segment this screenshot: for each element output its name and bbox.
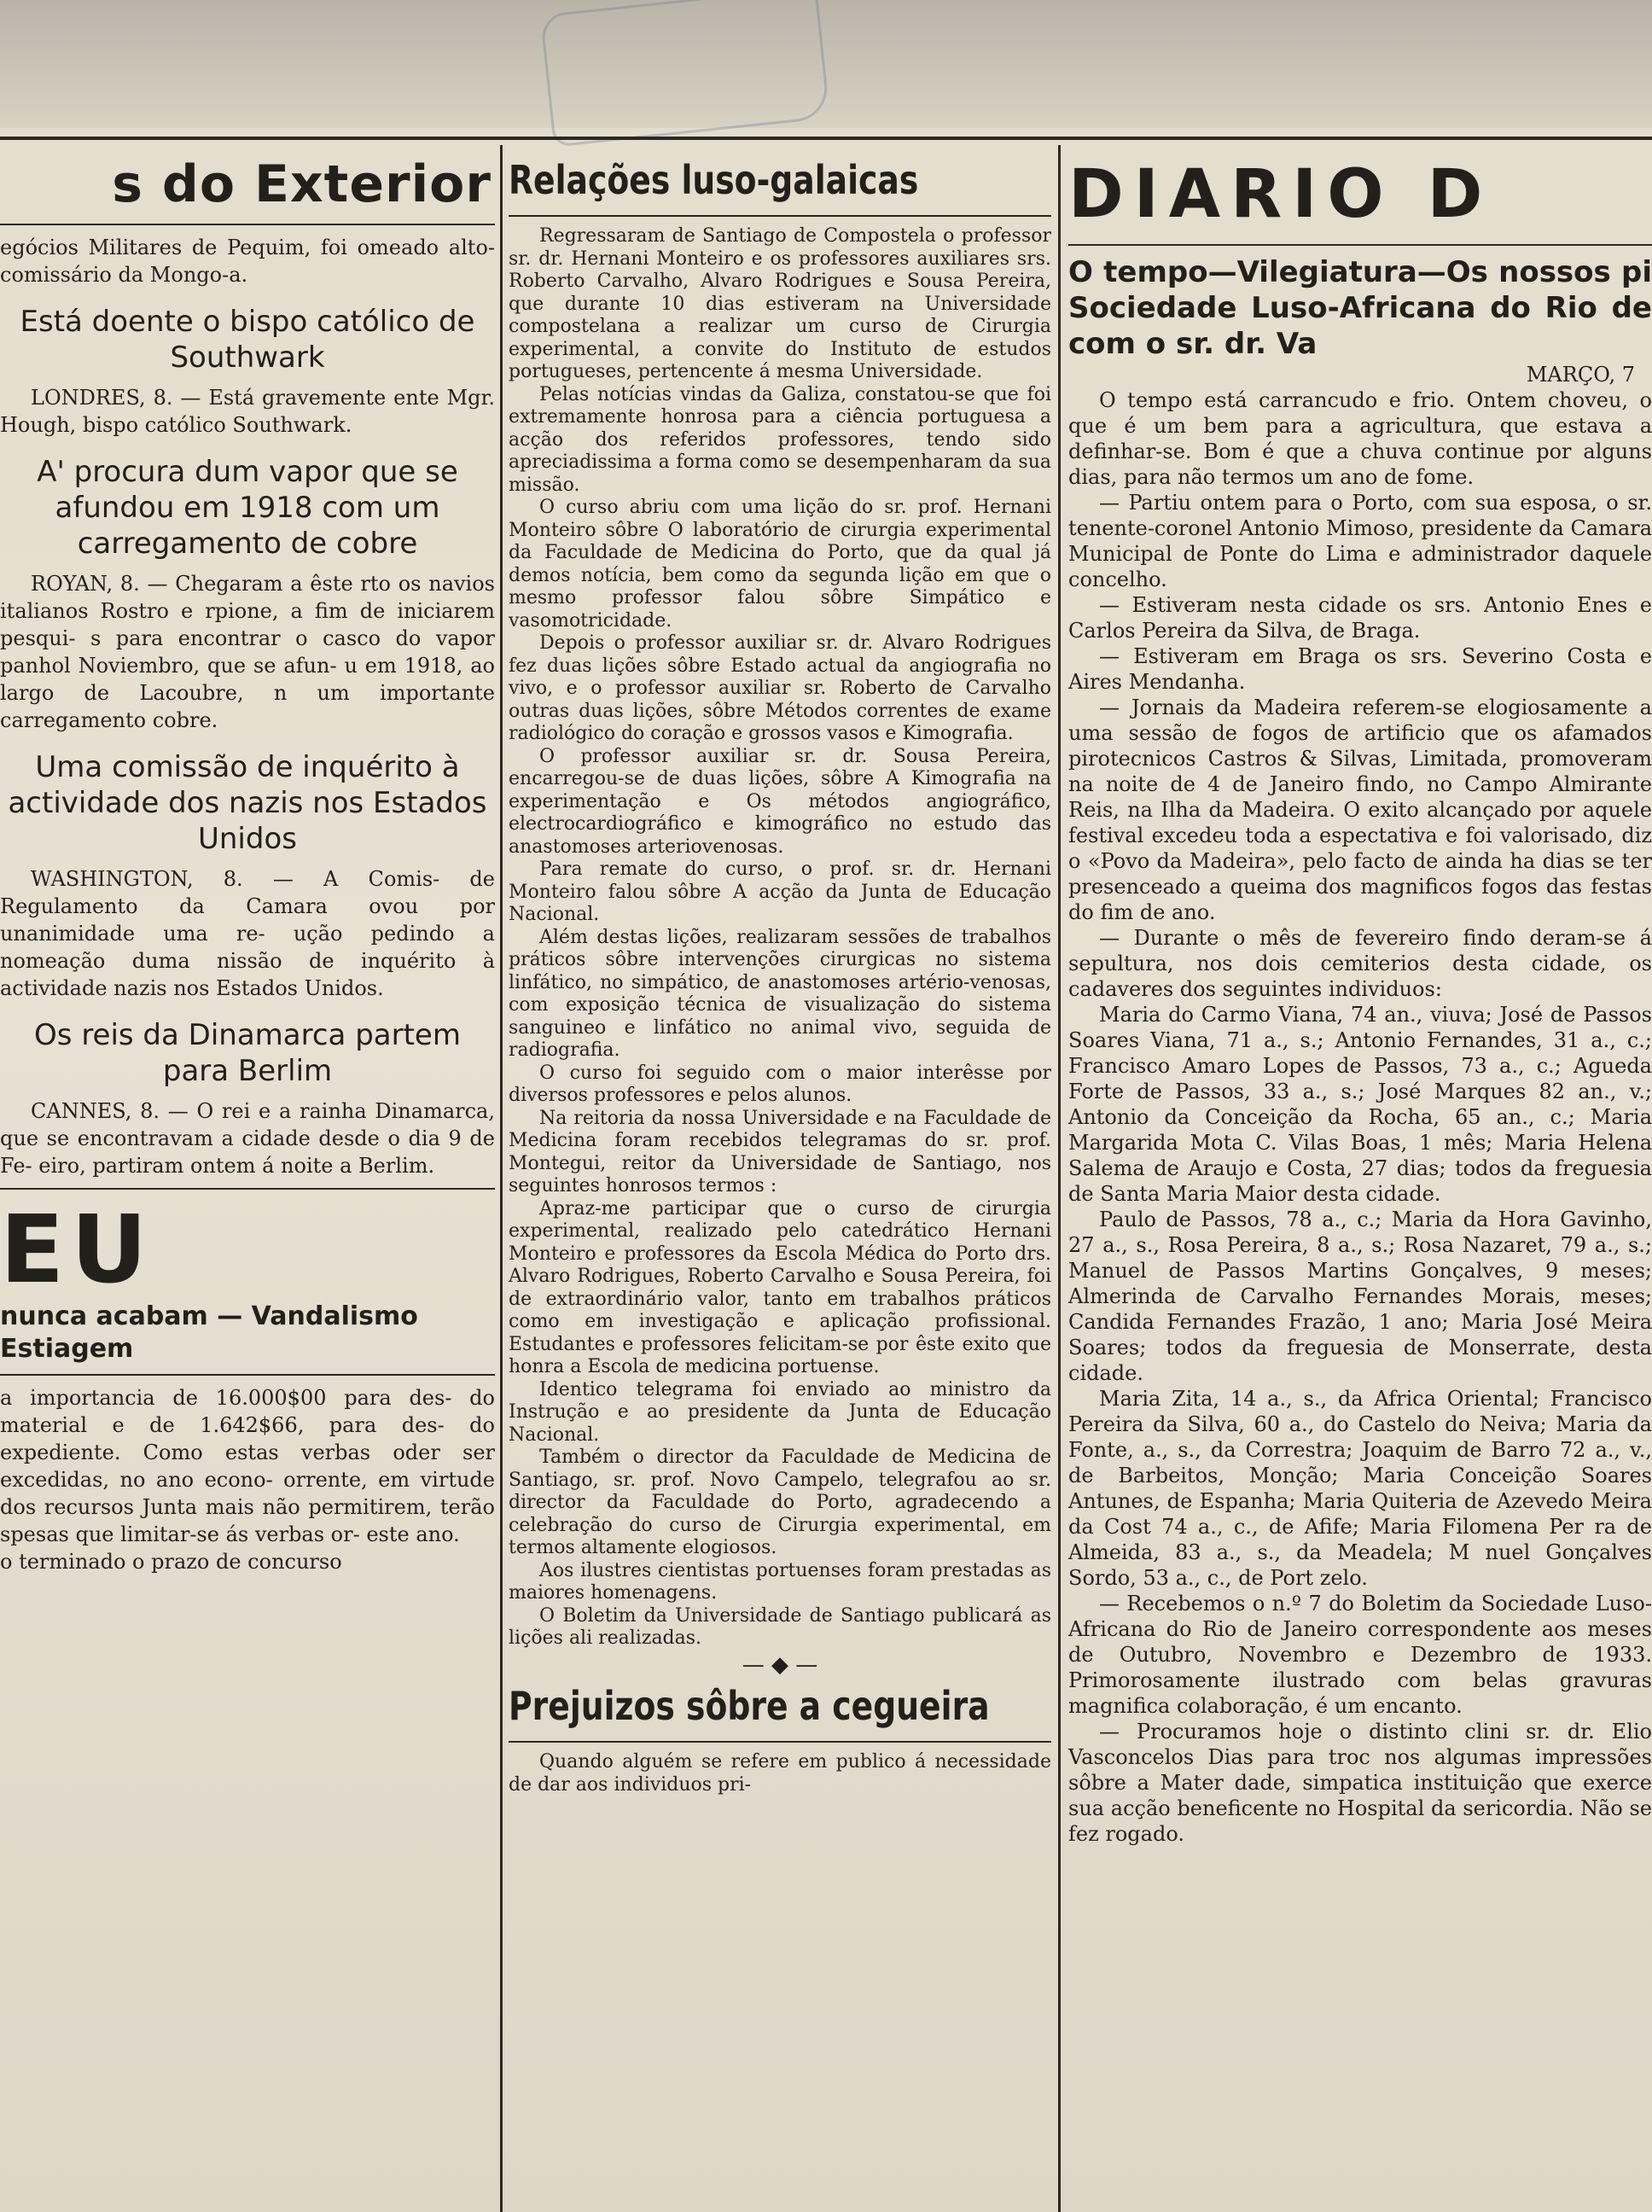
paragraph: Na reitoria da nossa Universidade e na Faculdade de Medicina foram recebidos telegramas do sr. prof. Montegui, reitor da Universidade de Santiago, nos seguintes honrosos termos : xyxy=(509,1107,1051,1196)
paragraph: Maria Zita, 14 a., s., da Africa Oriental; Francisco Pereira da Silva, 60 a., do Castelo do Neiva; Maria da Fonte, a., s., da Correstra; Joaquim de Barro 72 a., v., de Barbeitos, Monção; Maria Conceição Soares Antunes, de Espanha; Maria Quiteria de Azevedo Meira da Cost 74 a., c., de Afife; Maria Filomena Per ra de Almeida, 83 a., s., da Meadela; M nuel Gonçalves Sordo, 53 a., c., de Port zelo. xyxy=(1068,1387,1652,1590)
paragraph: — Procuramos hoje o distinto clini sr. dr. Elio Vasconcelos Dias para troc nos algumas impressões sôbre a Mater dade, simpatica instituição que exerce sua acção beneficente no Hospital da sericordia. Não se fez rogado. xyxy=(1068,1720,1652,1846)
paragraph: — Jornais da Madeira referem-se elogiosamente a uma sessão de fogos de artificio que os afamados pirotecnicos Castros & Silvas, Limitada, promoveram na noite de 4 de Janeiro findo, no Campo Almirante Reis, na Ilha da Madeira. O exito alcançado por aquele festival excedeu toda a espectativa e foi valorisado, diz o «Povo da Madeira», pelo facto de ainda ha dias se ter presenceado a queima dos magnificos fogos das festas do fim de ano. xyxy=(1068,696,1652,924)
divider xyxy=(0,1188,495,1190)
divider xyxy=(0,224,495,225)
dateline: MARÇO, 7 xyxy=(1526,363,1635,387)
paragraph: LONDRES, 8. — Está gravemente ente Mgr. Hough, bispo católico Southwark. xyxy=(0,386,495,437)
subheadline: Estiagem xyxy=(0,1334,134,1364)
column-luso-galaicas xyxy=(509,154,1051,1796)
ornament: — ◆ — xyxy=(742,1651,818,1678)
divider xyxy=(0,1374,495,1376)
paragraph: Para remate do curso, o prof. sr. dr. Hernani Monteiro falou sôbre A acção da Junta de Educação Nacional. xyxy=(509,859,1051,925)
section-title: Prejuizos sôbre a cegueira xyxy=(509,1683,990,1729)
paragraph: O curso foi seguido com o maior interêsse por diversos professores e pelos alunos. xyxy=(509,1062,1051,1106)
paragraph: — Estiveram nesta cidade os srs. Antonio Enes e Carlos Pereira da Silva, de Braga. xyxy=(1068,593,1652,643)
headline: Os reis da Dinamarca partem para Berlim xyxy=(34,1018,461,1088)
paragraph: Depois o professor auxiliar sr. dr. Alvaro Rodrigues fez duas lições sôbre Estado actual da angiografia no vivo, e o professor auxiliar sr. Roberto de Carvalho outras duas lições, sôbre Métodos correntes de exame radiológico do coração e grossos vasos e Kimografia. xyxy=(509,632,1051,744)
article-body xyxy=(509,225,1051,1650)
paragraph: O curso abriu com uma lição do sr. prof. Hernani Monteiro sôbre O laboratório de cirurgia experimental da Faculdade de Medicina do Porto, que da qual já demos notícia, bem como da segunda lição em que o mesmo professor falou sôbre Simpático e vasomotricidade. xyxy=(509,497,1051,632)
paragraph: — Partiu ontem para o Porto, com sua esposa, o sr. tenente-coronel Antonio Mimoso, presidente da Camara Municipal de Ponte do Lima e administrador daquele concelho. xyxy=(1068,491,1652,591)
paragraph: — Estiveram em Braga os srs. Severino Costa e Aires Mendanha. xyxy=(1068,644,1652,694)
header-rule xyxy=(0,137,1652,140)
divider xyxy=(509,1741,1051,1743)
headline: Uma comissão de inquérito à actividade dos nazis nos Estados Unidos xyxy=(8,750,487,856)
paragraph: — Recebemos o n.º 7 do Boletim da Sociedade Luso-Africana do Rio de Janeiro correspondente aos meses de Outubro, Novembro e Dezembro de 1933. Primorosamente ilustrado com belas gravuras magnifica colaboração, é um encanto. xyxy=(1068,1592,1652,1718)
column-diario xyxy=(1068,154,1652,1847)
paragraph: Também o director da Faculdade de Medicina de Santiago, sr. prof. Novo Campelo, telegrafou ao sr. director da Faculdade do Porto, agradecendo a celebração do curso de Cirurgia experimental, em termos altamente elogiosos. xyxy=(509,1447,1051,1558)
paragraph: O tempo está carrancudo e frio. Ontem choveu, o que é um bem para a agricultura, que estava a definhar-se. Bom é que a chuva continue por alguns dias, para não termos um ano de fome. xyxy=(1068,388,1652,489)
paragraph: O Boletim da Universidade de Santiago publicará as lições ali realizadas. xyxy=(509,1604,1051,1649)
paragraph: Maria do Carmo Viana, 74 an., viuva; José de Passos Soares Viana, 71 a., s.; Antonio Fernandes, 31 a., c.; Francisco Amaro Lopes de Passos, 73 a., c.; Agueda Forte de Passos, 33 a., s.; José Marques 82 an., v.; Antonio da Conceição da Rocha, 65 an., c.; Maria Margarida Mota C. Vilas Boas, 1 mês; Maria Helena Salema de Araujo e Costa, 27 dias; todos da freguesia de Santa Maria Maior desta cidade. xyxy=(1068,1003,1652,1206)
paragraph: a importancia de 16.000$00 para des- do material e de 1.642$66, para des- do expediente. Como estas verbas oder ser excedidas, no ano econo- orrente, em virtude dos recursos Junta mais não permitirem, terão spesas que limitar-se ás verbas or- este ano. xyxy=(0,1386,495,1546)
paragraph: O professor auxiliar sr. dr. Sousa Pereira, encarregou-se de duas lições, sôbre A Kimografia na experimentação e Os métodos angiográfico, electrocardiográfico e kimográfico no estudo das anastomoses arteriovenosas. xyxy=(509,745,1051,858)
paragraph: Além destas lições, realizaram sessões de trabalhos práticos sôbre intervenções cirurgicas no sistema linfático, no simpático, de anastomoses artério-venosas, com exposição técnica de visualização do sistema sanguineo e linfático no animal vivo, seguida de radiografia. xyxy=(509,926,1051,1061)
subheadline: O tempo—Vilegiatura—Os nossos pi Sociedade Luso-Africana do Rio de com o sr. dr. Va xyxy=(1068,255,1652,361)
paragraph: Regressaram de Santiago de Compostela o professor sr. dr. Hernani Monteiro e os professores auxiliares srs. Roberto Carvalho, Alvaro Rodrigues e Sousa Pereira, que durante 10 dias estiveram na Universidade compostelana a realizar um curso de Cirurgia experimental, a convite do Instituto de estudos portugueses, pertencente á mesma Universidade. xyxy=(509,225,1051,382)
paragraph: Paulo de Passos, 78 a., c.; Maria da Hora Gavinho, 27 a., s., Rosa Pereira, 8 a., s.; Rosa Nazaret, 79 a., s.; Manuel de Passos Martins Gonçalves, 9 meses; Almerinda de Carvalho Fernandes Morais, meses; Candida Fernandes Frazão, 1 ano; Maria José Meira Soares; todos da freguesia de Monserrate, desta cidade. xyxy=(1068,1208,1652,1385)
headline: A' procura dum vapor que se afundou em 1918 com um carregamento de cobre xyxy=(37,455,458,561)
divider xyxy=(509,215,1051,217)
paragraph: Quando alguém se refere em publico á necessidade de dar aos individuos pri- xyxy=(509,1751,1051,1796)
article-body xyxy=(1068,387,1652,1847)
top-margin-strip xyxy=(0,0,1652,128)
paragraph: — Durante o mês de fevereiro findo deram-se á sepultura, nos dois cemiterios desta cidade, os cadaveres dos seguintes individuos: xyxy=(1068,926,1652,1001)
paragraph: CANNES, 8. — O rei e a rainha Dinamarca, que se encontravam a cidade desde o dia 9 de Fe- eiro, partiram ontem á noite a Berlim. xyxy=(0,1099,495,1178)
headline: Está doente o bispo católico de Southwark xyxy=(20,305,475,375)
column-divider xyxy=(1058,145,1061,2212)
paragraph: Identico telegrama foi enviado ao ministro da Instrução e ao presidente da Junta de Educação Nacional. xyxy=(509,1378,1051,1446)
subheadline: nunca acabam — Vandalismo xyxy=(0,1301,418,1331)
paragraph: Pelas notícias vindas da Galiza, constatou-se que foi extremamente honrosa para a ciência portuguesa a acção dos referidos professores, tendo sido apreciadissima a forma como se desempenharam da sua missão. xyxy=(509,383,1051,496)
column-divider xyxy=(500,145,503,2212)
paragraph: WASHINGTON, 8. — A Comis- de Regulamento da Camara ovou por unanimidade uma re- ução pedindo a nomeação duma nissão de inquérito à actividade nazis nos Estados Unidos. xyxy=(0,867,495,1000)
section-title: Relações luso-galaicas xyxy=(509,157,919,203)
column-exterior xyxy=(0,154,495,1575)
section-title: s do Exterior xyxy=(112,154,492,214)
divider xyxy=(1068,244,1652,246)
paragraph: Apraz-me participar que o curso de cirurgia experimental, realizado pelo catedrático Hernani Monteiro e professores da Escola Médica do Porto drs. Alvaro Rodrigues, Roberto Carvalho e Sousa Pereira, foi de extraordinário valor, tanto em trabalhos práticos como em investigação e aplicação profissional. Estudantes e professores felicitam-se por êste exito que honra a Escola de medicina portuense. xyxy=(509,1197,1051,1377)
paragraph: egócios Militares de Pequim, foi omeado alto-comissário da Mongo-a. xyxy=(0,236,495,287)
section-title: DIARIO D xyxy=(1068,156,1493,233)
paragraph: o terminado o prazo de concurso xyxy=(0,1550,342,1574)
paragraph: Aos ilustres cientistas portuenses foram prestadas as maiores homenagens. xyxy=(509,1559,1051,1604)
section-heading-fragment: EU xyxy=(0,1195,154,1304)
paragraph: ROYAN, 8. — Chegaram a êste rto os navios italianos Rostro e rpione, a fim de iniciarem pesqui- s para encontrar o casco do vapor panhol Noviembro, que se afun- u em 1918, ao largo de Lacoubre, n um importante carregamento cobre. xyxy=(0,572,495,732)
